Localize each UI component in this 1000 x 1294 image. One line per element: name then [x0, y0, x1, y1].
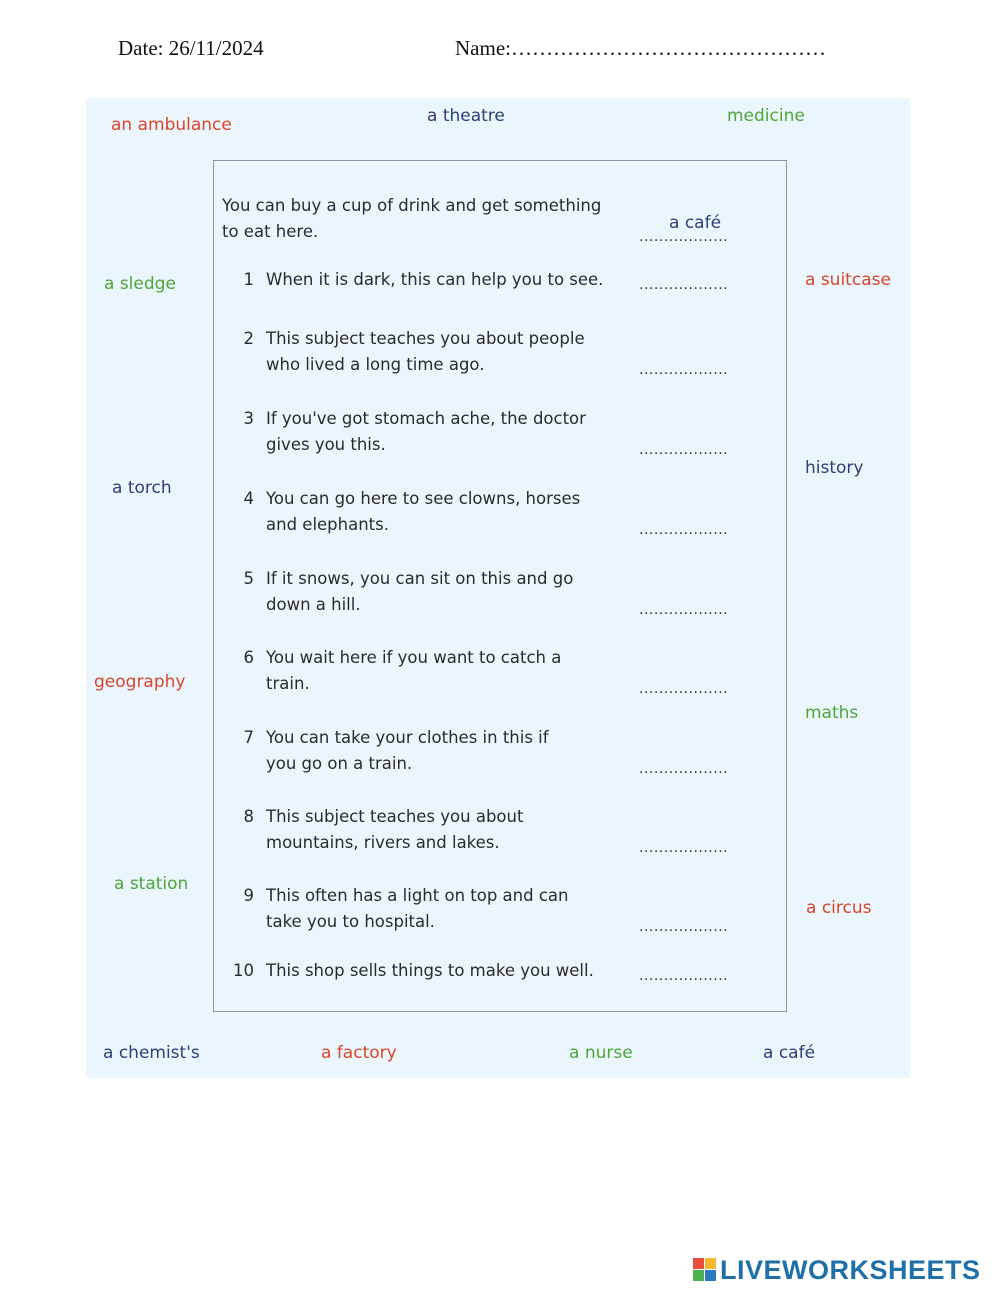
question-line-1: You can go here to see clowns, horses [266, 489, 581, 508]
question-line-1: You wait here if you want to catch a [266, 648, 562, 667]
question-line-1: This often has a light on top and can [266, 886, 569, 905]
question-line-2: who lived a long time ago. [266, 355, 485, 374]
question-number: 4 [243, 489, 254, 508]
logo-square-3 [693, 1270, 704, 1281]
answer-blank[interactable]: .................. [639, 522, 729, 538]
word-history: history [805, 458, 864, 478]
question-text [266, 267, 603, 293]
word-geography: geography [94, 672, 186, 692]
question-text [266, 645, 561, 697]
answer-blank[interactable]: .................. [639, 840, 729, 856]
word-a-circus: a circus [806, 898, 872, 918]
worksheet-panel [86, 98, 910, 1078]
question-text [266, 326, 585, 378]
answer-blank[interactable]: .................. [639, 277, 729, 293]
logo-square-4 [705, 1270, 716, 1281]
example-text [222, 193, 601, 245]
question-line-2: mountains, rivers and lakes. [266, 833, 500, 852]
question-number: 6 [243, 648, 254, 667]
question-number: 9 [243, 886, 254, 905]
questions-box [213, 160, 787, 1012]
question-text [266, 566, 573, 618]
example-line-1: You can buy a cup of drink and get something [222, 196, 602, 215]
word-a-nurse: a nurse [569, 1043, 633, 1063]
question-text [266, 958, 594, 984]
logo-grid-icon [693, 1258, 717, 1282]
question-text [266, 406, 586, 458]
answer-blank[interactable]: .................. [639, 968, 729, 984]
question-number: 5 [243, 569, 254, 588]
answer-blank[interactable]: .................. [639, 761, 729, 777]
example-line-2: to eat here. [222, 222, 319, 241]
answer-blank[interactable]: .................. [639, 362, 729, 378]
question-number: 7 [243, 728, 254, 747]
question-text [266, 883, 569, 935]
word-a-sledge: a sledge [104, 274, 176, 294]
question-line-2: and elephants. [266, 515, 389, 534]
question-number: 2 [243, 329, 254, 348]
logo-text: LIVEWORKSHEETS [720, 1254, 981, 1285]
question-number: 3 [243, 409, 254, 428]
question-line-2: you go on a train. [266, 754, 413, 773]
name-field[interactable]: Name:……………………………………… [455, 36, 826, 60]
answer-blank[interactable]: .................. [639, 919, 729, 935]
question-text [266, 486, 580, 538]
date-label: Date: 26/11/2024 [118, 36, 264, 60]
question-number: 10 [233, 961, 254, 980]
word-an-ambulance: an ambulance [111, 115, 232, 135]
question-number: 1 [243, 270, 254, 289]
question-line-1: This shop sells things to make you well. [266, 961, 594, 980]
word-a-factory: a factory [321, 1043, 397, 1063]
question-line-1: If you've got stomach ache, the doctor [266, 409, 586, 428]
question-text [266, 804, 523, 856]
word-a-chemists: a chemist's [103, 1043, 200, 1063]
answer-blank[interactable]: .................. [639, 442, 729, 458]
answer-blank[interactable]: .................. [639, 602, 729, 618]
question-line-2: train. [266, 674, 310, 693]
liveworksheets-logo [693, 1253, 981, 1287]
question-line-2: gives you this. [266, 435, 386, 454]
question-line-2: down a hill. [266, 595, 361, 614]
question-line-1: When it is dark, this can help you to see. [266, 270, 604, 289]
word-a-suitcase: a suitcase [805, 270, 891, 290]
question-line-1: If it snows, you can sit on this and go [266, 569, 574, 588]
question-number: 8 [243, 807, 254, 826]
word-a-cafe: a café [763, 1043, 816, 1063]
question-line-1: This subject teaches you about [266, 807, 524, 826]
question-line-1: This subject teaches you about people [266, 329, 585, 348]
question-text [266, 725, 549, 777]
logo-square-2 [705, 1258, 716, 1269]
word-a-torch: a torch [112, 478, 172, 498]
word-a-theatre: a theatre [427, 106, 505, 126]
example-answer-dots: .................. [639, 229, 729, 245]
question-line-1: You can take your clothes in this if [266, 728, 549, 747]
example-answer: a café [669, 213, 722, 233]
question-line-2: take you to hospital. [266, 912, 435, 931]
word-maths: maths [805, 703, 859, 723]
word-medicine: medicine [727, 106, 805, 126]
word-a-station: a station [114, 874, 189, 894]
answer-blank[interactable]: .................. [639, 681, 729, 697]
logo-square-1 [693, 1258, 704, 1269]
